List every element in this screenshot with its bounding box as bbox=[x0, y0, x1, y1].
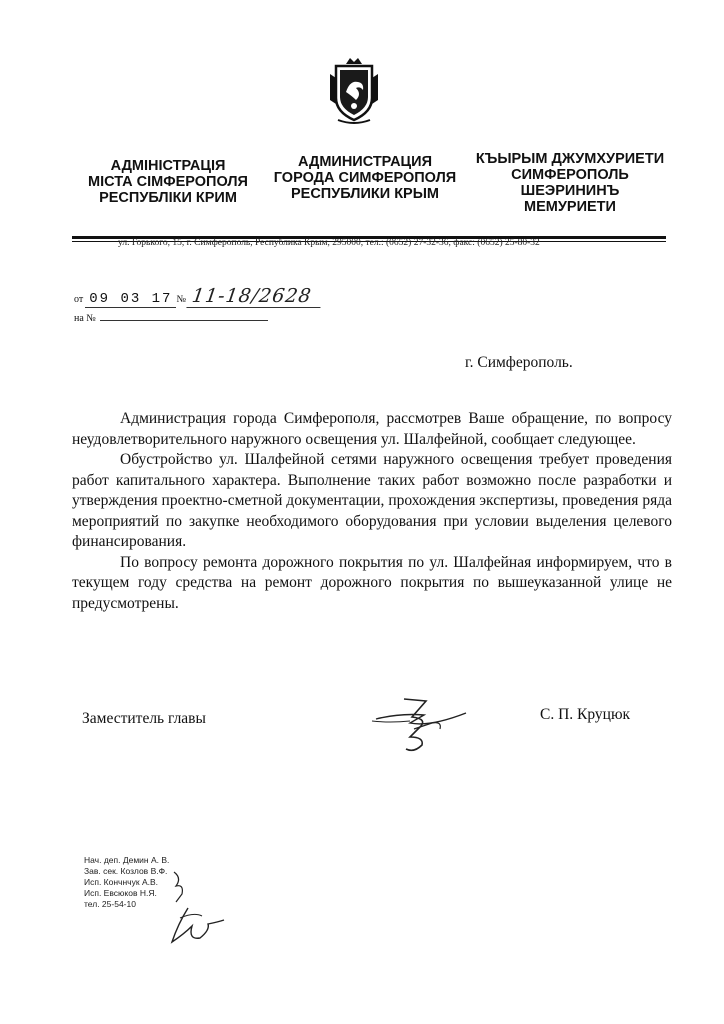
approval-signature bbox=[158, 868, 228, 950]
signer-title: Заместитель главы bbox=[82, 710, 206, 727]
registration-date: 09 03 17 bbox=[85, 291, 176, 308]
reply-label: на № bbox=[74, 313, 96, 324]
body-paragraph: По вопросу ремонта дорожного покрытия по ул. Шалфейная информируем, что в текущем году средства на ремонт дорожного покрытия по вышеуказанной улице не предусмотрены. bbox=[72, 553, 672, 612]
body-paragraph: Обустройство ул. Шалфейной сетями наружного освещения требует проведения работ капитального характера. Выполнение таких работ возможно после разработки и утверждения проектно-сметной документации, прохождения экспертизы, проведения ряда мероприятий по закупке необходимого оборудования при условии выделения целевого финансирования. bbox=[72, 451, 672, 550]
registration-number: 11-18/2628 bbox=[186, 285, 323, 308]
approval-list: Нач. деп. Демин А. В. Зав. сек. Козлов В.Ф. Исп. Кончнчук А.В. Исп. Евсюков Н.Я. тел. 25-54-10 bbox=[84, 855, 170, 909]
org-name-ukrainian: АДМІНІСТРАЦІЯ МІСТА СІМФЕРОПОЛЯ РЕСПУБЛІКИ КРИМ bbox=[88, 158, 248, 206]
crimea-coat-of-arms-icon bbox=[326, 52, 382, 126]
body-paragraph: Администрация города Симферополя, рассмотрев Ваше обращение, по вопросу неудовлетворительного наружного освещения ул. Шалфейной, сообщает следующее. bbox=[72, 410, 672, 448]
number-label: № bbox=[176, 294, 187, 305]
from-label: от bbox=[74, 294, 84, 305]
city: г. Симферополь. bbox=[465, 354, 573, 371]
org-name-russian: АДМИНИСТРАЦИЯ ГОРОДА СИМФЕРОПОЛЯ РЕСПУБЛИКИ КРЫМ bbox=[273, 154, 457, 202]
registration-row bbox=[74, 285, 322, 308]
org-address: ул. Горького, 15, г. Симферополь, Республика Крым, 295000, тел.: (0652) 27-32-36, факс: (0652) 25-80-32 bbox=[118, 238, 540, 248]
handwritten-signature bbox=[370, 693, 472, 755]
reply-number-blank bbox=[100, 311, 268, 321]
signer-name: С. П. Круцюк bbox=[540, 706, 631, 723]
org-name-crimean-tatar: КЪЫРЫМ ДЖУМХУРИЕТИ СИМФЕРОПОЛЬ ШЕЭРИНИНЪ МЕМУРИЕТИ bbox=[475, 151, 665, 215]
reply-to-row bbox=[74, 311, 268, 324]
letter-body bbox=[72, 409, 672, 614]
